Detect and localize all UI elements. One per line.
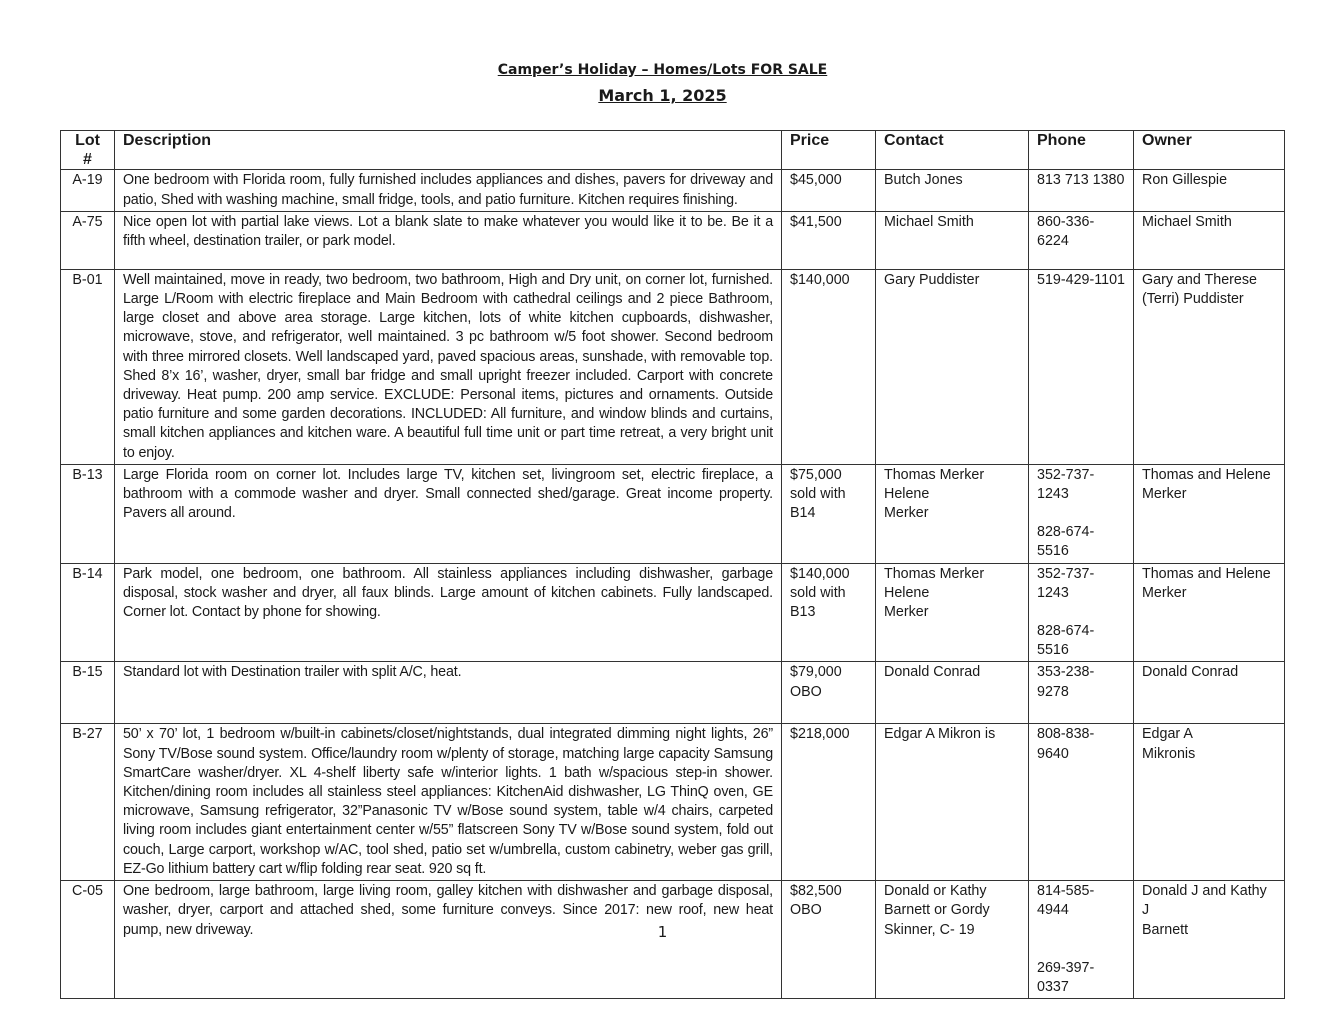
phone-line: 519-429-1101 bbox=[1037, 271, 1125, 288]
owner-line: Gary and Therese bbox=[1142, 271, 1257, 288]
phone-line bbox=[1037, 940, 1125, 959]
page-number: 1 bbox=[657, 923, 668, 941]
phone-line: 808-838-9640 bbox=[1037, 726, 1095, 762]
lot-cell: B-27 bbox=[61, 724, 115, 881]
price-cell bbox=[782, 211, 876, 269]
owner-cell bbox=[1134, 211, 1285, 269]
description-cell: Large Florida room on corner lot. Includes large TV, kitchen set, livingroom set, electric fireplace, a bathroom with a commode washer and dryer. Small connected shed/garage. Great income property. Pavers all around. bbox=[115, 464, 782, 563]
description-cell: Park model, one bedroom, one bathroom. All stainless appliances including dishwasher, garbage disposal, stock washer and dryer, all faux blinds. Large amount of kitchen cabinets. Fully landscaped. Corner lot. Contact by phone for showing. bbox=[115, 563, 782, 662]
document-title: Camper’s Holiday – Homes/Lots FOR SALE bbox=[497, 62, 828, 78]
price-line: $140,000 bbox=[790, 565, 850, 582]
price-line: B13 bbox=[790, 604, 816, 621]
description-cell: 50’ x 70’ lot, 1 bedroom w/built-in cabinets/closet/nightstands, dual integrated dimming night lights, 26” Sony TV/Bose sound system. Office/laundry room w/plenty of storage, matching large capacity Samsung SmartCare washer/dryer. XL 4-shelf liberty safe w/interior lights. 1 bath w/spacious step-in shower. Kitchen/dining room includes all stainless steel appliances: KitchenAid dishwasher, LG ThinQ oven, GE microwave, Samsung refrigerator, 32”Panasonic TV w/Bose sound system, table w/4 chairs, carpeted living room includes giant entertainment center w/55” flatscreen Sony TV w/Bose sound system, fold out couch, Large carport, workshop w/AC, tool shed, patio set w/umbrella, custom cabinetry, weber gas grill, EZ-Go lithium battery cart w/flip folding rear seat. 920 sq ft. bbox=[115, 724, 782, 881]
lot-cell: B-15 bbox=[61, 662, 115, 724]
phone-line: 813 713 1380 bbox=[1037, 172, 1125, 189]
contact-line: Butch Jones bbox=[884, 172, 963, 189]
contact-cell bbox=[876, 724, 1029, 881]
price-line: $140,000 bbox=[790, 271, 850, 288]
price-cell bbox=[782, 662, 876, 724]
owner-line: Merker bbox=[1142, 486, 1187, 503]
price-line: $45,000 bbox=[790, 172, 842, 189]
phone-line: 353-238-9278 bbox=[1037, 664, 1095, 700]
owner-cell bbox=[1134, 662, 1285, 724]
contact-line: Skinner, C- 19 bbox=[884, 921, 975, 938]
owner-cell bbox=[1134, 269, 1285, 464]
phone-line bbox=[1037, 504, 1125, 523]
phone-line: 828-674-5516 bbox=[1037, 623, 1095, 659]
lot-cell: A-19 bbox=[61, 170, 115, 211]
owner-line: Mikronis bbox=[1142, 745, 1196, 762]
contact-line: Gary Puddister bbox=[884, 271, 980, 288]
contact-cell bbox=[876, 269, 1029, 464]
contact-line: Thomas Merker bbox=[884, 466, 985, 483]
header-owner: Owner bbox=[1134, 131, 1285, 170]
phone-cell bbox=[1029, 170, 1134, 211]
phone-line: 860-336-6224 bbox=[1037, 213, 1095, 250]
owner-line: Thomas and Helene bbox=[1142, 565, 1271, 582]
lot-cell: B-13 bbox=[61, 464, 115, 563]
lot-cell: B-01 bbox=[61, 269, 115, 464]
contact-line: Helene bbox=[884, 486, 930, 503]
phone-cell bbox=[1029, 724, 1134, 881]
description-cell: One bedroom, large bathroom, large living room, galley kitchen with dishwasher and garbage disposal, washer, dryer, carport and attached shed, some furniture conveys. Since 2017: new roof, new heat pump, new driveway. bbox=[115, 881, 782, 999]
price-cell bbox=[782, 724, 876, 881]
document-date: March 1, 2025 bbox=[598, 86, 727, 105]
description-cell: Nice open lot with partial lake views. Lot a blank slate to make whatever you would like it to be. Be it a fifth wheel, destination trailer, or park model. bbox=[115, 211, 782, 269]
owner-cell bbox=[1134, 170, 1285, 211]
owner-line: Ron Gillespie bbox=[1142, 172, 1228, 189]
table-row bbox=[61, 662, 1285, 724]
phone-line: 814-585-4944 bbox=[1037, 883, 1095, 919]
phone-line: 352-737-1243 bbox=[1037, 565, 1095, 601]
price-cell bbox=[782, 563, 876, 662]
owner-line: Thomas and Helene bbox=[1142, 466, 1271, 483]
price-line: OBO bbox=[790, 683, 822, 700]
contact-line: Donald Conrad bbox=[884, 664, 981, 681]
lot-cell: B-14 bbox=[61, 563, 115, 662]
phone-cell bbox=[1029, 563, 1134, 662]
table-row bbox=[61, 563, 1285, 662]
price-line: sold with bbox=[790, 486, 846, 503]
phone-cell bbox=[1029, 662, 1134, 724]
price-line: B14 bbox=[790, 505, 816, 522]
owner-line: (Terri) Puddister bbox=[1142, 291, 1244, 308]
price-line: OBO bbox=[790, 902, 822, 919]
price-line: $79,000 bbox=[790, 664, 842, 681]
owner-line: Merker bbox=[1142, 584, 1187, 601]
owner-line: Edgar A bbox=[1142, 726, 1193, 743]
contact-cell bbox=[876, 563, 1029, 662]
owner-cell bbox=[1134, 563, 1285, 662]
price-line: $75,000 bbox=[790, 466, 842, 483]
phone-cell bbox=[1029, 464, 1134, 563]
contact-line: Helene bbox=[884, 584, 930, 601]
table-row bbox=[61, 211, 1285, 269]
phone-cell bbox=[1029, 211, 1134, 269]
contact-line: Thomas Merker bbox=[884, 565, 985, 582]
lot-cell: C-05 bbox=[61, 881, 115, 999]
table-row bbox=[61, 464, 1285, 563]
header-price: Price bbox=[782, 131, 876, 170]
price-cell bbox=[782, 269, 876, 464]
table-header-row bbox=[61, 131, 1285, 170]
lot-cell: A-75 bbox=[61, 211, 115, 269]
contact-cell bbox=[876, 662, 1029, 724]
owner-line: Donald Conrad bbox=[1142, 664, 1239, 681]
owner-line: Donald J and Kathy J bbox=[1142, 883, 1267, 919]
price-cell bbox=[782, 170, 876, 211]
owner-cell bbox=[1134, 464, 1285, 563]
price-line: sold with bbox=[790, 584, 846, 601]
contact-line: Merker bbox=[884, 505, 929, 522]
contact-line: Donald or Kathy bbox=[884, 883, 987, 900]
contact-line: Merker bbox=[884, 604, 929, 621]
header-description: Description bbox=[115, 131, 782, 170]
table-row bbox=[61, 269, 1285, 464]
description-cell: One bedroom with Florida room, fully furnished includes appliances and dishes, pavers for driveway and patio, Shed with washing machine, small fridge, tools, and patio furniture. Kitchen requires finishing. bbox=[115, 170, 782, 211]
phone-line: 269-397-0337 bbox=[1037, 959, 1095, 995]
contact-line: Barnett or Gordy bbox=[884, 902, 990, 919]
description-cell: Well maintained, move in ready, two bedroom, two bathroom, High and Dry unit, on corner lot, furnished. Large L/Room with electric fireplace and Main Bedroom with cathedral ceilings and 2 piece Bathroom, large closet and above area storage. Large kitchen, lots of white kitchen cupboards, dishwasher, microwave, stove, and refrigerator, well maintained. 3 pc bathroom w/5 foot shower. Second bedroom with three mirrored closets. Well landscaped yard, paved spacious areas, sunshade, with removable top. Shed 8’x 16’, washer, dryer, small bar fridge and small upright freezer included. Carport with concrete driveway. Heat pump. 200 amp service. EXCLUDE: Personal items, pictures and ornaments. Outside patio furniture and some garden decorations. INCLUDED: All furniture, and window blinds and curtains, small kitchen appliances and kitchen ware. A beautiful full time unit or part time retreat, a very bright unit to enjoy. bbox=[115, 269, 782, 464]
phone-line: 828-674-5516 bbox=[1037, 524, 1095, 560]
owner-line: Barnett bbox=[1142, 921, 1189, 938]
owner-cell bbox=[1134, 724, 1285, 881]
header-contact: Contact bbox=[876, 131, 1029, 170]
phone-line bbox=[1037, 603, 1125, 622]
header-phone: Phone bbox=[1029, 131, 1134, 170]
header-lot: Lot # bbox=[61, 131, 115, 170]
contact-line: Edgar A Mikron is bbox=[884, 726, 996, 743]
price-line: $41,500 bbox=[790, 213, 842, 230]
owner-line: Michael Smith bbox=[1142, 213, 1232, 230]
description-cell: Standard lot with Destination trailer with split A/C, heat. bbox=[115, 662, 782, 724]
contact-cell bbox=[876, 211, 1029, 269]
price-line: $82,500 bbox=[790, 883, 842, 900]
contact-line: Michael Smith bbox=[884, 213, 974, 230]
phone-line: 352-737-1243 bbox=[1037, 466, 1095, 503]
price-line: $218,000 bbox=[790, 726, 850, 743]
listings-table bbox=[60, 130, 1285, 999]
table-row bbox=[61, 170, 1285, 211]
phone-cell bbox=[1029, 269, 1134, 464]
table-row bbox=[61, 724, 1285, 881]
contact-cell bbox=[876, 464, 1029, 563]
price-cell bbox=[782, 464, 876, 563]
contact-cell bbox=[876, 170, 1029, 211]
